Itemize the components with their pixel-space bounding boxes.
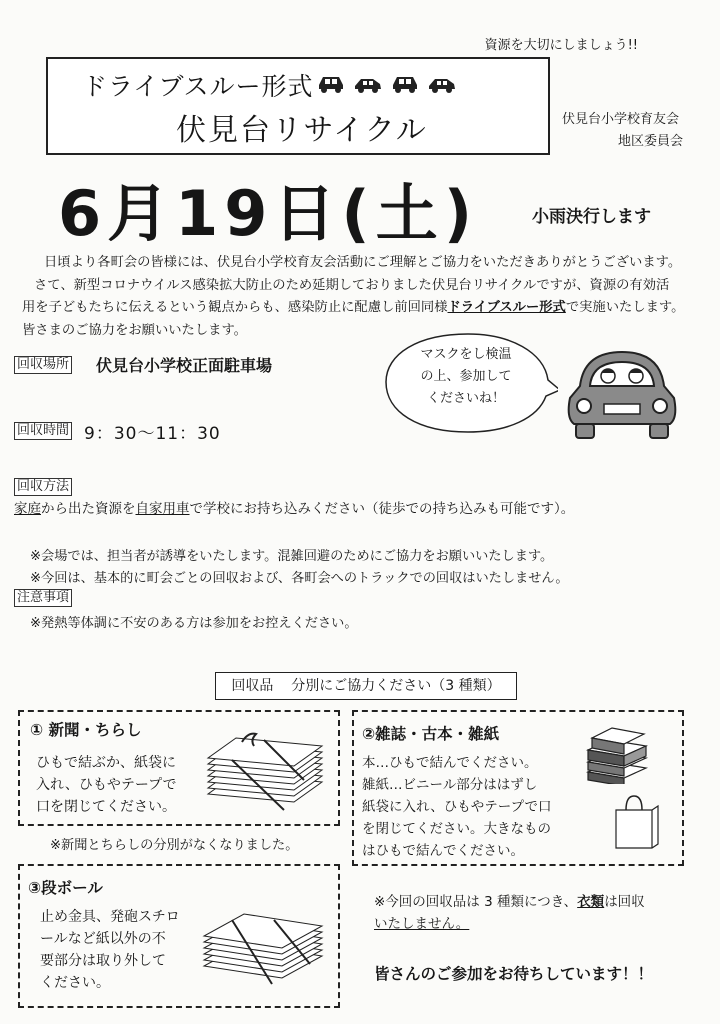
drive-through-emphasis: ドライブスルー形式 — [447, 300, 566, 315]
car-icons — [316, 73, 457, 93]
book-stack-icon — [584, 726, 652, 784]
caution-note: ※発熱等体調に不安のある方は参加をお控えください。 — [30, 616, 358, 631]
side-note-line1 — [374, 890, 645, 910]
caution-label: 注意事項 — [14, 589, 72, 607]
box2-line2: 雑紙…ビニール部分ははずし — [362, 777, 538, 793]
bubble-line2: の上、参加して — [420, 369, 512, 384]
box3-line1: 止め金具、発砲スチロ — [40, 909, 180, 925]
cardboard-bundle-icon — [198, 908, 328, 988]
box2-text — [362, 752, 552, 862]
side-note-a: ※今回の回収品は 3 種類につき、 — [374, 894, 578, 910]
organizer-line1: 伏見台小学校育友会 — [562, 112, 680, 127]
title-line1: ドライブスルー形式 — [82, 72, 314, 101]
intro-line3-c: で実施いたします。 — [565, 300, 685, 315]
organizer-line2: 地区委員会 — [618, 134, 684, 149]
side-note-line2: いたしません。 — [374, 916, 470, 932]
family-car-illustration — [562, 346, 682, 442]
box1-text — [36, 752, 177, 818]
event-date: 6月19日(土) — [58, 177, 479, 250]
home-emphasis: 家庭 — [14, 501, 41, 517]
intro-paragraph — [22, 252, 702, 342]
intro-line3-a: 用を子どもたちに伝えるという観点からも、感染防止に配慮し前回同様 — [22, 300, 448, 315]
title-line2: 伏見台リサイクル — [176, 113, 428, 148]
box1-line3: 口を閉じてください。 — [36, 799, 176, 815]
side-note-c: は回収 — [604, 894, 645, 910]
box2-line1: 本…ひもで結んでください。 — [362, 755, 538, 771]
box1-line2: 入れ、ひもやテープで — [36, 777, 177, 793]
box3-line4: ください。 — [40, 975, 110, 991]
box3-line3: 要部分は取り外して — [40, 953, 166, 969]
car-icon — [390, 73, 420, 93]
clothing-emphasis: 衣類 — [577, 894, 605, 910]
items-title-b: 分別にご協力ください（3 種類） — [291, 678, 501, 694]
method-label: 回収方法 — [14, 478, 72, 496]
items-title — [215, 672, 517, 700]
time-label: 回収時間 — [14, 422, 72, 440]
box3-text — [40, 906, 180, 994]
box1-heading: ① 新聞・ちらし — [30, 721, 142, 739]
bubble-line3: くださいね！ — [426, 391, 505, 406]
bubble-text — [401, 344, 531, 410]
bubble-line1: マスクをし検温 — [420, 347, 512, 362]
title-box — [46, 57, 550, 155]
box2-heading: ②雑誌・古本・雑紙 — [362, 725, 500, 743]
method-text-d: で学校にお持ち込みください（徒歩での持ち込みも可能です）。 — [189, 501, 575, 517]
time-value: 9：30～11：30 — [84, 424, 221, 444]
box1-note: ※新聞とちらしの分別がなくなりました。 — [50, 838, 299, 853]
box2-line4: を閉じてください。大きなもの — [362, 821, 551, 837]
method-note2: ※今回は、基本的に町会ごとの回収および、各町会へのトラックでの回収はいたしません。 — [30, 571, 569, 586]
car-icon — [353, 73, 383, 93]
closing-message: 皆さんのご参加をお待ちしています！！ — [374, 965, 654, 983]
intro-line1: 日頃より各町会の皆様には、伏見台小学校育友会活動にご理解とご協力をいただきありがとうございます。 — [44, 255, 682, 270]
car-icon — [427, 73, 457, 93]
paper-bag-icon — [612, 792, 662, 850]
intro-line4: 皆さまのご協力をお願いいたします。 — [22, 322, 247, 338]
method-text — [14, 497, 574, 517]
location-label: 回収場所 — [14, 356, 72, 374]
newspaper-bundle-icon — [202, 724, 328, 814]
box2-line3: 紙袋に入れ、ひもやテープで口 — [362, 799, 552, 815]
items-title-a: 回収品 — [231, 678, 274, 694]
box2-line5: はひもで結んでください。 — [362, 843, 524, 859]
box3-line2: ールなど紙以外の不 — [40, 931, 166, 947]
rain-note: 小雨決行します — [532, 207, 651, 227]
method-note1: ※会場では、担当者が誘導をいたします。混雑回避のためにご協力をお願いいたします。 — [30, 549, 554, 564]
method-text-b: から出た資源を — [41, 501, 136, 517]
car-icon — [316, 73, 346, 93]
intro-line3 — [22, 297, 702, 320]
intro-line2: さて、新型コロナウイルス感染拡大防止のため延期しておりました伏見台リサイクルですが、資源の有効活 — [34, 277, 670, 293]
box3-heading: ③段ボール — [28, 879, 103, 897]
top-note: 資源を大切にしましょう!! — [484, 38, 638, 53]
bubble-text-area — [383, 336, 549, 426]
location-value: 伏見台小学校正面駐車場 — [96, 356, 273, 375]
private-car-emphasis: 自家用車 — [135, 501, 190, 517]
box1-line1: ひもで結ぶか、紙袋に — [36, 755, 176, 771]
